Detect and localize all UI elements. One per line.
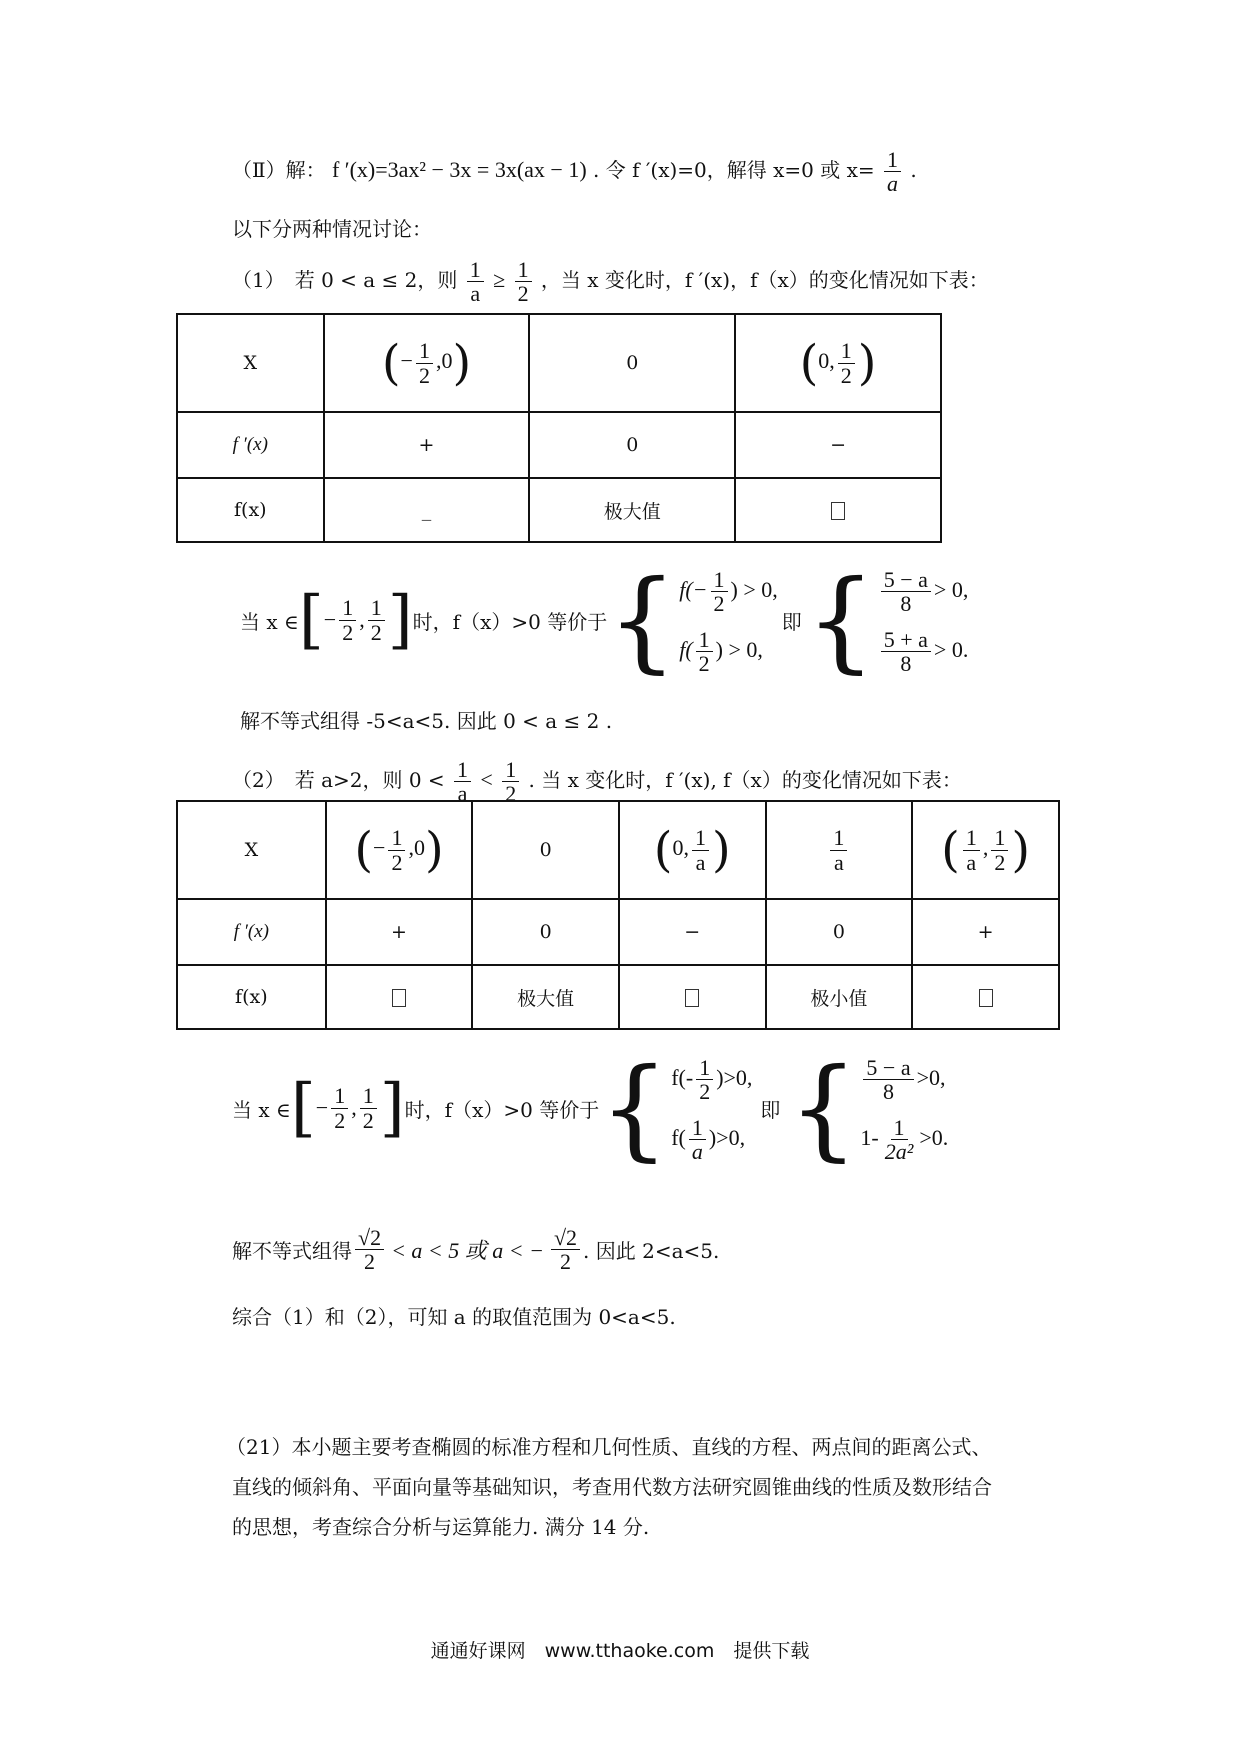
missing-glyph-box-icon: [831, 502, 845, 520]
case1-solve: 解不等式组得 -5<a<5. 因此 0 < a ≤ 2 .: [240, 709, 613, 733]
part2-derivative: f ′(x)=3ax² − 3x = 3x(ax − 1): [331, 157, 587, 183]
table-row: [177, 412, 941, 478]
case1-line: [232, 258, 989, 305]
t1-fp-1: +: [324, 412, 530, 478]
q21-line3: 的思想，考查综合分析与运算能力. 满分 14 分.: [232, 1515, 650, 1539]
t2-fp-3: −: [619, 899, 766, 965]
missing-glyph-box-icon: [685, 989, 699, 1007]
part2-prefix: （Ⅱ）解：: [232, 158, 326, 183]
case1-condition: 当 x ∈ [ − $\frac{1}{2}$ , $\frac{1}{2}$ ] 时，f（x）>0 等价于 { f(− $\frac{1}{2}$ ) > 0, f( $\frac{1}{2}$ ) > 0, 即 { $\frac{5 - a}{8}$ > 0, $\frac{5 + a}{8}$ > 0.: [240, 556, 969, 684]
case1-frac-12: $\frac{1}{2}$: [515, 258, 532, 305]
t2-col1: (− $\frac{1}{2}$ ,0): [326, 801, 473, 899]
root-fraction: [884, 148, 901, 195]
t2-col5: ( $\frac{1}{a}$ , $\frac{1}{2}$ ): [912, 801, 1059, 899]
t2-fp-2: 0: [472, 899, 619, 965]
t1-f-label: f(x): [177, 478, 324, 542]
case1-frac-1a: $\frac{1}{a}$: [467, 258, 484, 305]
table-row: [177, 965, 1059, 1029]
table-row: [177, 314, 941, 412]
case2-condition: 当 x ∈ [ − $\frac{1}{2}$ , $\frac{1}{2}$ ] 时，f（x）>0 等价于 { f(- $\frac{1}{2}$ )>0, f( $\frac{1}{a}$ )>0, 即 { $\frac{5 - a}{8}$ >0, 1- $\frac{1}{\text{2a²}}$ >0.: [232, 1044, 949, 1172]
t2-f-1: [326, 965, 473, 1029]
table-row: [177, 801, 1059, 899]
t1-x-label: X: [177, 314, 324, 412]
t2-col3: (0, $\frac{1}{a}$ ): [619, 801, 766, 899]
missing-glyph-box-icon: [392, 989, 406, 1007]
t2-f-label: f(x): [177, 965, 326, 1029]
case1-table: [176, 313, 942, 543]
t2-x-label: X: [177, 801, 326, 899]
case1-system: { f(− $\frac{1}{2}$ ) > 0, f( $\frac{1}{2}$ ) > 0,: [607, 556, 778, 684]
missing-glyph-box-icon: [979, 989, 993, 1007]
case2-system: { f(- $\frac{1}{2}$ )>0, f( $\frac{1}{a}$ )>0,: [599, 1044, 753, 1172]
t2-f-3: [619, 965, 766, 1029]
table-row: [177, 478, 941, 542]
t2-fp-5: +: [912, 899, 1059, 965]
case1-ineq: ≥: [493, 267, 506, 293]
t2-col2: 0: [472, 801, 619, 899]
t1-f-1: _: [324, 478, 530, 542]
intro-line: 以下分两种情况讨论：: [232, 217, 432, 241]
t1-f-2: 极大值: [529, 478, 735, 542]
case2-table: [176, 800, 1060, 1030]
t2-fp-label: f ′(x): [177, 899, 326, 965]
root-num: 1: [884, 148, 901, 172]
q21-line2: 直线的倾斜角、平面向量等基础知识，考查用代数方法研究圆锥曲线的性质及数形结合: [232, 1475, 992, 1499]
case1-after: ，当 x 变化时，f ′(x)，f（x）的变化情况如下表：: [540, 268, 989, 293]
case2-result-system: { $\frac{5 - a}{8}$ >0, 1- $\frac{1}{\text{2a²}}$ >0.: [788, 1044, 949, 1172]
t1-zero: 0: [529, 314, 735, 412]
t1-interval-neg: (− $\frac{1}{2}$ ,0): [324, 314, 530, 412]
t2-col4: $\frac{1}{a}$: [766, 801, 913, 899]
t2-fp-4: 0: [766, 899, 913, 965]
t1-f-3: [735, 478, 941, 542]
t1-fp-3: −: [735, 412, 941, 478]
case2-solve: 解不等式组得 $\frac{√2}{2}$ < a < 5 或 a < − $\frac{√2}{2}$ . 因此 2<a<5.: [232, 1225, 720, 1275]
t1-interval-pos: (0, $\frac{1}{2}$ ): [735, 314, 941, 412]
footer: 通通好课网 www.tthaoke.com 提供下载: [430, 1640, 810, 1662]
t2-f-2: 极大值: [472, 965, 619, 1029]
t1-fp-2: 0: [529, 412, 735, 478]
q21-line1: （21）本小题主要考查椭圆的标准方程和几何性质、直线的方程、两点间的距离公式、: [226, 1435, 992, 1459]
case1-result-system: { $\frac{5 - a}{8}$ > 0, $\frac{5 + a}{8}$ > 0.: [805, 556, 969, 684]
root-den: a: [887, 171, 898, 197]
t2-fp-1: +: [326, 899, 473, 965]
summary-line: 综合（1）和（2），可知 a 的取值范围为 0<a<5.: [232, 1305, 676, 1329]
part2-end: .: [910, 158, 917, 183]
part2-line: [232, 148, 917, 195]
t2-f-5: [912, 965, 1059, 1029]
case2-line: （2） 若 a>2，则 0 < $\frac{1}{a}$ < $\frac{1}{2}$ . 当 x 变化时，f ′(x), f（x）的变化情况如下表：: [232, 757, 962, 807]
t1-fp-label: f ′(x): [177, 412, 324, 478]
part2-mid: . 令 f ′(x)=0，解得 x=0 或 x=: [593, 158, 875, 183]
case1-lead: （1） 若 0 < a ≤ 2，则: [232, 268, 458, 293]
table-row: [177, 899, 1059, 965]
t2-f-4: 极小值: [766, 965, 913, 1029]
